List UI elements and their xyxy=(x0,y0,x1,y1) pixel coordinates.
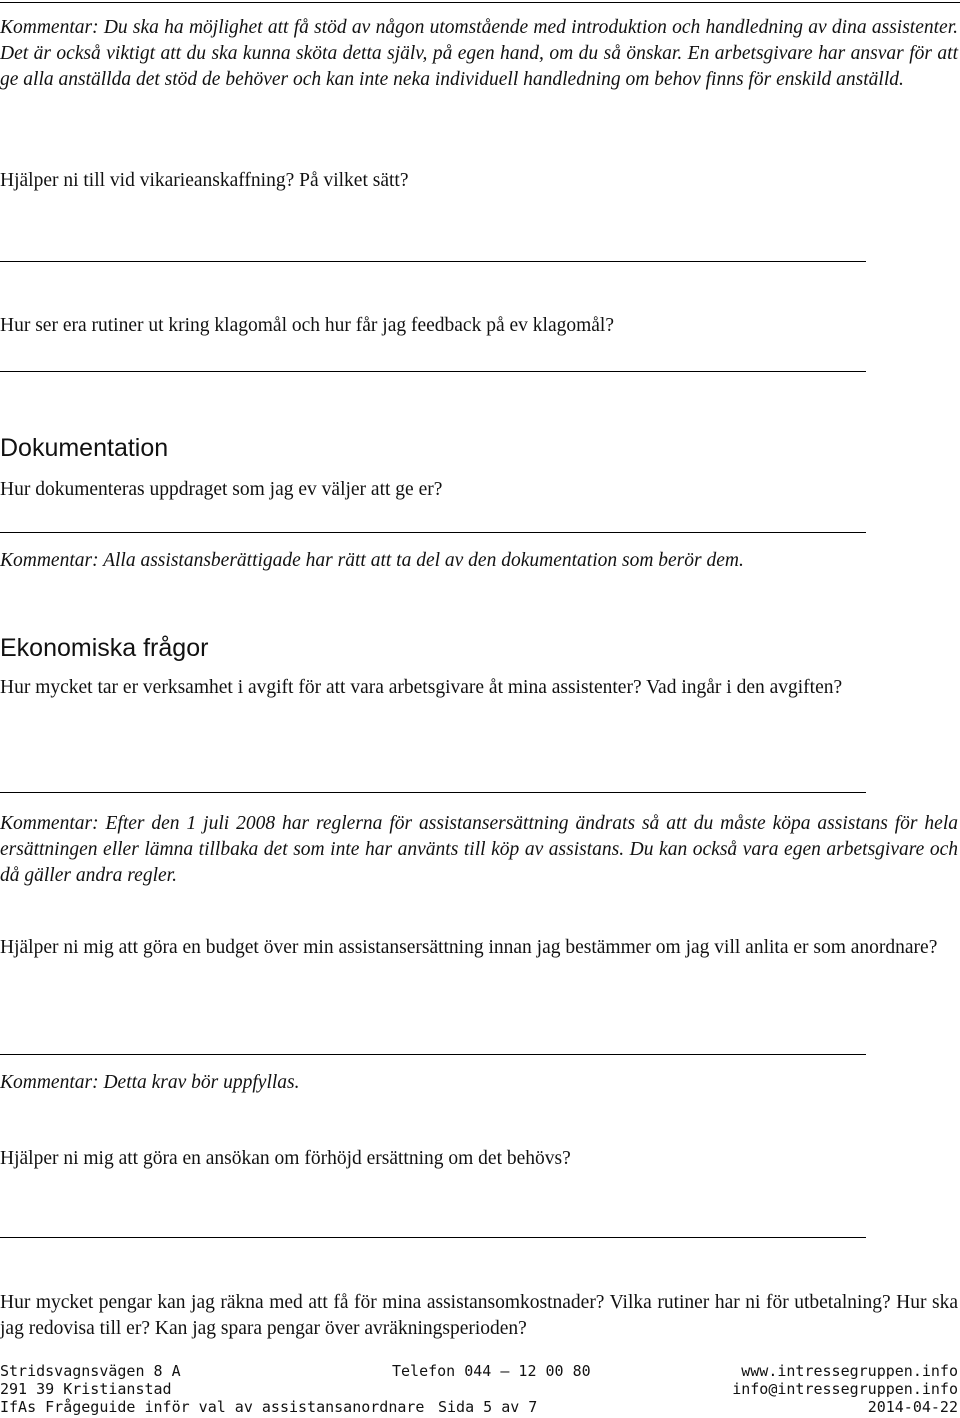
answer-line-vikarie[interactable] xyxy=(0,261,866,262)
footer-address-line1: Stridsvagnsvägen 8 A xyxy=(0,1362,181,1380)
answer-line-avgift[interactable] xyxy=(0,792,866,793)
answer-line-budget[interactable] xyxy=(0,1054,866,1055)
heading-dokumentation: Dokumentation xyxy=(0,434,169,462)
question-avgift: Hur mycket tar er verksamhet i avgift för att vara arbetsgivare åt mina assistenter? Vad ingår i den avgiften? xyxy=(0,677,843,698)
comment-dokumentation: Kommentar: Alla assistansberättigade har rätt att ta del av den dokumentation som berör dem. xyxy=(0,550,744,571)
comment-intro: Kommentar: Du ska ha möjlighet att få stöd av någon utomstående med introduktion och handledning av dina assistenter. Det är också viktigt att du ska kunna sköta detta själv, på egen hand, om du så önskar. En arbetsgivare har ansvar för att ge alla anställda det stöd de behöver och kan inte neka individuell handledning om behov finns för enskild anställd. xyxy=(0,17,958,90)
comment-krav: Kommentar: Detta krav bör uppfyllas. xyxy=(0,1072,300,1093)
footer-email[interactable]: info@intressegruppen.info xyxy=(732,1380,958,1398)
footer-doc-title: IfAs Frågeguide inför val av assistansanordnare xyxy=(0,1398,425,1416)
question-klagomal: Hur ser era rutiner ut kring klagomål och hur får jag feedback på ev klagomål? xyxy=(0,315,614,336)
question-vikarie: Hjälper ni till vid vikarieanskaffning? På vilket sätt? xyxy=(0,170,409,191)
question-pengar: Hur mycket pengar kan jag räkna med att få för mina assistansomkostnader? Vilka rutiner har ni för utbetalning? Hur ska jag redovisa till er? Kan jag spara pengar över avräkningsperioden? xyxy=(0,1292,958,1339)
footer-page-number: Sida 5 av 7 xyxy=(438,1398,538,1416)
answer-line-klagomal[interactable] xyxy=(0,371,866,372)
question-dokumenteras: Hur dokumenteras uppdraget som jag ev väljer att ge er? xyxy=(0,479,443,500)
question-ansokan: Hjälper ni mig att göra en ansökan om förhöjd ersättning om det behövs? xyxy=(0,1148,571,1169)
question-budget: Hjälper ni mig att göra en budget över min assistansersättning innan jag bestämmer om jag vill anlita er som anordnare? xyxy=(0,937,938,958)
footer-website[interactable]: www.intressegruppen.info xyxy=(741,1362,958,1380)
footer-phone: Telefon 044 – 12 00 80 xyxy=(392,1362,591,1380)
footer-address-line2: 291 39 Kristianstad xyxy=(0,1380,172,1398)
page-footer xyxy=(0,1362,960,1416)
heading-ekonomiska-fragor: Ekonomiska frågor xyxy=(0,634,209,662)
answer-line-dokumenteras[interactable] xyxy=(0,532,866,533)
answer-line-ansokan[interactable] xyxy=(0,1237,866,1238)
top-rule xyxy=(0,2,960,3)
comment-2008: Kommentar: Efter den 1 juli 2008 har reglerna för assistansersättning ändrats så att du måste köpa assistans för hela ersättningen eller lämna tillbaka det som inte har använts till köp av assistans. Du kan också vara egen arbetsgivare och då gäller andra regler. xyxy=(0,813,958,886)
footer-date: 2014-04-22 xyxy=(867,1398,958,1416)
